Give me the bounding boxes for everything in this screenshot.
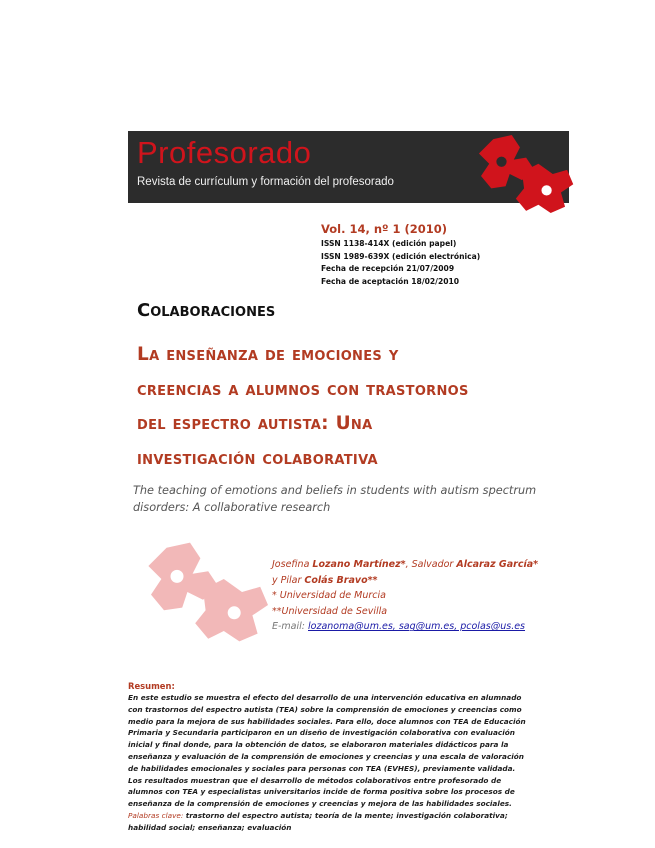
section-heading: Colaboraciones bbox=[137, 300, 276, 321]
authors-block bbox=[272, 557, 572, 635]
english-title bbox=[133, 482, 573, 516]
keywords-text-1: trastorno del espectro autista; teoría de la mente; investigación colaborativa; bbox=[185, 810, 508, 820]
issue-meta bbox=[321, 238, 480, 288]
keywords-label: Palabras clave: bbox=[128, 810, 186, 820]
author-separator: , Salvador bbox=[405, 559, 457, 570]
keywords-line-1 bbox=[128, 810, 568, 822]
title-line: del espectro autista: Una bbox=[137, 413, 373, 434]
abstract-line: enseñanza de la comprensión de emociones y creencias y mejora de las habilidades sociales. bbox=[128, 799, 512, 809]
issn-online: ISSN 1989-639X (edición electrónica) bbox=[321, 251, 481, 261]
email-link[interactable]: lozanoma@um.es, sag@um.es, pcolas@us.es bbox=[308, 621, 526, 633]
abstract-heading: Resumen: bbox=[128, 681, 175, 691]
abstract-line: de habilidades emocionales y sociales para personas con TEA (EVHES), previamente validada. bbox=[128, 763, 516, 773]
author-1-last: Lozano Martínez* bbox=[312, 559, 406, 570]
affiliation-sevilla: **Universidad de Sevilla bbox=[272, 605, 388, 617]
abstract-line: En este estudio se muestra el efecto del desarrollo de una intervención educativa en alumnado bbox=[128, 693, 522, 702]
profesorado-watermark-icon bbox=[138, 538, 268, 646]
abstract-block bbox=[128, 681, 568, 834]
email-label: E-mail: bbox=[272, 621, 309, 633]
email-line bbox=[272, 619, 572, 635]
journal-tagline: Revista de currículum y formación del profesorado bbox=[137, 176, 394, 188]
received-date: Fecha de recepción 21/07/2009 bbox=[321, 264, 455, 273]
keywords-line-2: habilidad social; enseñanza; evaluación bbox=[128, 822, 292, 832]
title-line: creencias a alumnos con trastornos bbox=[137, 378, 469, 400]
issn-print: ISSN 1138-414X (edición papel) bbox=[321, 239, 457, 248]
affiliation-murcia: * Universidad de Murcia bbox=[272, 590, 386, 602]
article-title bbox=[137, 338, 577, 476]
author-1-first: Josefina bbox=[272, 559, 313, 570]
abstract-line: Primaria y Secundaria participaron en un diseño de investigación colaborativa con evaluación bbox=[128, 728, 515, 738]
author-3-last: Colás Bravo** bbox=[304, 574, 378, 586]
subtitle-line: disorders: A collaborative research bbox=[133, 501, 331, 514]
subtitle-line: The teaching of emotions and beliefs in students with autism spectrum bbox=[133, 484, 537, 497]
authors-line-2 bbox=[272, 573, 572, 589]
authors-line-1 bbox=[272, 557, 572, 573]
profesorado-logo-icon bbox=[468, 133, 576, 215]
volume-label: Vol. 14, nº 1 (2010) bbox=[321, 222, 448, 236]
title-line: investigación colaborativa bbox=[137, 447, 378, 469]
accepted-date: Fecha de aceptación 18/02/2010 bbox=[321, 276, 460, 286]
abstract-line: inicial y final donde, para la obtención de datos, se elaboraron materiales didácticos para la bbox=[128, 740, 509, 750]
abstract-line: enseñanza y evaluación de la comprensión de emociones y creencias y una escala de valoración bbox=[128, 751, 524, 761]
abstract-line: alumnos con TEA y especialistas universitarios incide de forma positiva sobre los procesos de bbox=[128, 787, 515, 797]
abstract-line: con trastornos del espectro autista (TEA) sobre la comprensión de emociones y creencias como bbox=[128, 704, 522, 714]
journal-name: Profesorado bbox=[137, 135, 312, 170]
title-line: La enseñanza de emociones y bbox=[137, 344, 399, 365]
author-2-last: Alcaraz García* bbox=[456, 559, 539, 570]
abstract-line: medio para la mejora de sus habilidades sociales. Para ello, doce alumnos con TEA de Educación bbox=[128, 716, 526, 726]
abstract-line: Los resultados muestran que el desarrollo de métodos colaborativos entre profesorado de bbox=[128, 775, 502, 785]
author-3-first: y Pilar bbox=[272, 574, 305, 586]
